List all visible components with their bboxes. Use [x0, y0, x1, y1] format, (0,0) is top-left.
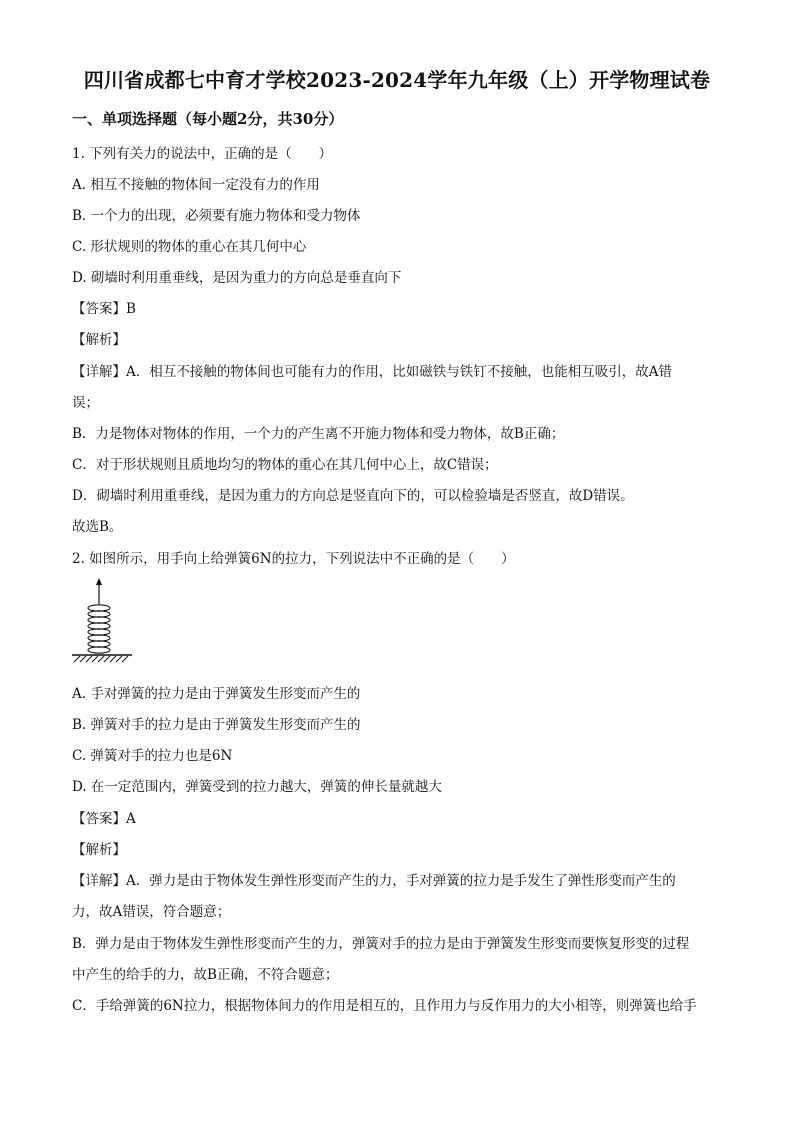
q1-detail-line: 【详解】A．相互不接触的物体间也可能有力的作用，比如磁铁与铁钉不接触，也能相互吸引，故A错 — [72, 364, 672, 380]
spring-diagram-icon — [70, 576, 134, 666]
q2-stem: 2. 如图所示，用手向上给弹簧6N的拉力，下列说法中不正确的是（ ） — [72, 551, 515, 567]
q2-answer: 【答案】A — [72, 811, 136, 827]
q1-detail-line: D．砌墙时利用重垂线，是因为重力的方向总是竖直向下的，可以检验墙是否竖直，故D错误。 — [72, 488, 634, 504]
q1-stem: 1. 下列有关力的说法中，正确的是（ ） — [72, 146, 333, 162]
q2-option-c: C. 弹簧对手的拉力也是6N — [72, 748, 233, 764]
q2-detail-line: B．弹力是由于物体发生弹性形变而产生的力，弹簧对手的拉力是由于弹簧发生形变而要恢复形变的过程 — [72, 936, 690, 952]
q1-detail-line: 误； — [72, 395, 99, 411]
q1-option-b: B. 一个力的出现，必须要有施力物体和受力物体 — [72, 208, 361, 224]
q1-answer: 【答案】B — [72, 301, 136, 317]
q2-detail-line: C．手给弹簧的6N拉力，根据物体间力的作用是相互的，且作用力与反作用力的大小相等，则弹簧也给手 — [72, 998, 697, 1014]
q1-analysis-label: 【解析】 — [72, 332, 126, 348]
q1-detail-line: C．对于形状规则且质地均匀的物体的重心在其几何中心上，故C错误； — [72, 457, 498, 473]
q2-detail-line: 【详解】A．弹力是由于物体发生弹性形变而产生的力，手对弹簧的拉力是手发生了弹性形变而产生的 — [72, 873, 676, 889]
q1-option-a: A. 相互不接触的物体间一定没有力的作用 — [72, 177, 320, 193]
page-title: 四川省成都七中育才学校2023-2024学年九年级（上）开学物理试卷 — [83, 68, 711, 92]
q2-option-b: B. 弹簧对手的拉力是由于弹簧发生形变而产生的 — [72, 717, 361, 733]
q2-option-a: A. 手对弹簧的拉力是由于弹簧发生形变而产生的 — [72, 686, 361, 702]
q1-detail-line: 故选B。 — [72, 519, 123, 535]
q2-detail-line: 力，故A错误，符合题意； — [72, 904, 231, 920]
q2-analysis-label: 【解析】 — [72, 842, 126, 858]
q2-option-d: D. 在一定范围内，弹簧受到的拉力越大，弹簧的伸长量就越大 — [72, 779, 442, 795]
q1-detail-line: B．力是物体对物体的作用，一个力的产生离不开施力物体和受力物体，故B正确； — [72, 426, 565, 442]
q1-option-d: D. 砌墙时利用重垂线，是因为重力的方向总是垂直向下 — [72, 270, 402, 286]
q1-option-c: C. 形状规则的物体的重心在其几何中心 — [72, 239, 307, 255]
q2-detail-line: 中产生的给手的力，故B正确，不符合题意； — [72, 967, 339, 983]
section-heading: 一、单项选择题（每小题2分，共30分） — [72, 110, 344, 128]
